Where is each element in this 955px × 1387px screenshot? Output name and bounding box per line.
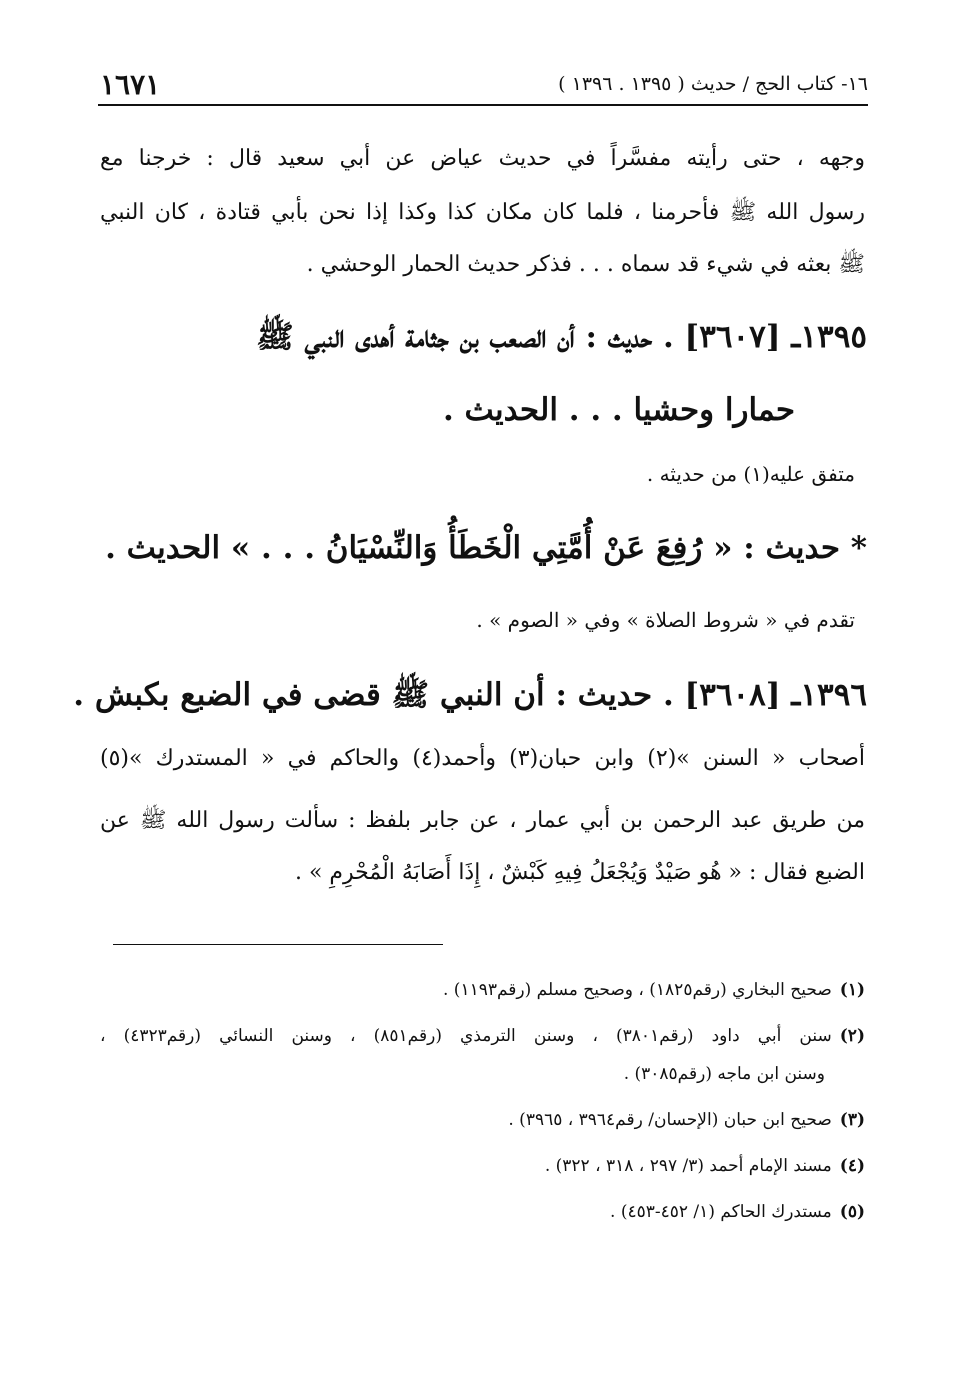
footnote-text: سنن أبي داود (رقم٣٨٠١) ، وسنن الترمذي (رقم٨٥١) ، وسنن النسائي (رقم٤٣٢٣) ، [100,1026,832,1046]
hadith-1396-text-line-3: الضبع فقال : « هُو صَيْدٌ وَيُجْعَلُ فِيهِ كَبْشٌ ، إِذَا أَصَابَهُ الْمُحْرِمِ » . [294,860,865,885]
footnote-1 [443,980,865,1000]
footnote-number: (٢) [839,1026,865,1046]
footnote-text: مسند الإمام أحمد (٣/ ٢٩٧ ، ٣١٨ ، ٣٢٢) . [544,1156,832,1176]
footnote-text: صحيح البخاري (رقم١٨٢٥) ، وصحيح مسلم (رقم١١٩٣) . [442,980,832,1000]
running-header [100,66,868,102]
hadith-1395-heading-line-2: حمارا وحشيا . . . الحديث . [442,392,795,428]
footnote-5 [610,1202,865,1222]
hadith-1396-text-line-2: من طريق عبد الرحمن بن أبي عمار ، عن جابر بلفظ : سألت رسول الله ﷺ عن [100,808,865,833]
footnote-number: (١) [839,980,865,1000]
hadith-1396-text-line-1: أصحاب « السنن »(٢) وابن حبان(٣) وأحمد(٤) والحاكم في « المستدرك »(٥) [100,746,866,771]
footnote-3 [508,1110,865,1130]
footnote-4 [545,1156,865,1176]
paragraph-1-line-3: ﷺ بعثه في شيء قد سماه . . . فذكر حديث الحمار الوحشي . [306,252,865,277]
running-header-title: ١٦- كتاب الحج / حديث ( ١٣٩٥ . ١٣٩٦ ) [558,73,868,95]
footnote-2-continuation: وسنن ابن ماجه (رقم٣٠٨٥) . [623,1064,825,1084]
footnote-2 [100,1026,865,1046]
hadith-1396-heading: ١٣٩٦ـ [٣٦٠٨] . حديث : أن النبي ﷺ قضى في الضبع بكبش . [73,677,867,713]
footnote-number: (٥) [839,1202,865,1222]
paragraph-1-line-2: رسول الله ﷺ فأحرمنا ، فلما كان مكان كذا وكذا إذا نحن بأبي قتادة ، كان النبي [100,200,865,225]
footnote-text: صحيح ابن حبان (الإحسان/ رقم٣٩٦٤ ، ٣٩٦٥) . [508,1110,832,1130]
page-number: ١٦٧١ [100,67,161,101]
footnote-text: مستدرك الحاكم (١/ ٤٥٢-٤٥٣) . [610,1202,832,1222]
hadith-1395-heading-line-1: ١٣٩٥ـ [٣٦٠٧] . حديث : أن الصعب بن جثامة أهدى النبي ﷺ [256,319,867,355]
footnote-separator [113,944,443,945]
hadith-star-heading: * حديث : « رُفِعَ عَنْ أُمَّتِي الْخَطَأُ وَالنِّسْيَانُ . . . » الحديث . [105,530,867,566]
paragraph-1-line-1: وجهه ، حتى رأيته مفسَّراً في حديث عياض عن أبي سعيد قال : خرجنا مع [100,146,865,171]
footnote-number: (٣) [839,1110,865,1130]
hadith-star-note: تقدم في « شروط الصلاة » وفي « الصوم » . [476,608,855,632]
header-rule [98,104,868,106]
hadith-1395-note: متفق عليه(١) من حديثه . [646,462,855,486]
footnote-number: (٤) [839,1156,865,1176]
